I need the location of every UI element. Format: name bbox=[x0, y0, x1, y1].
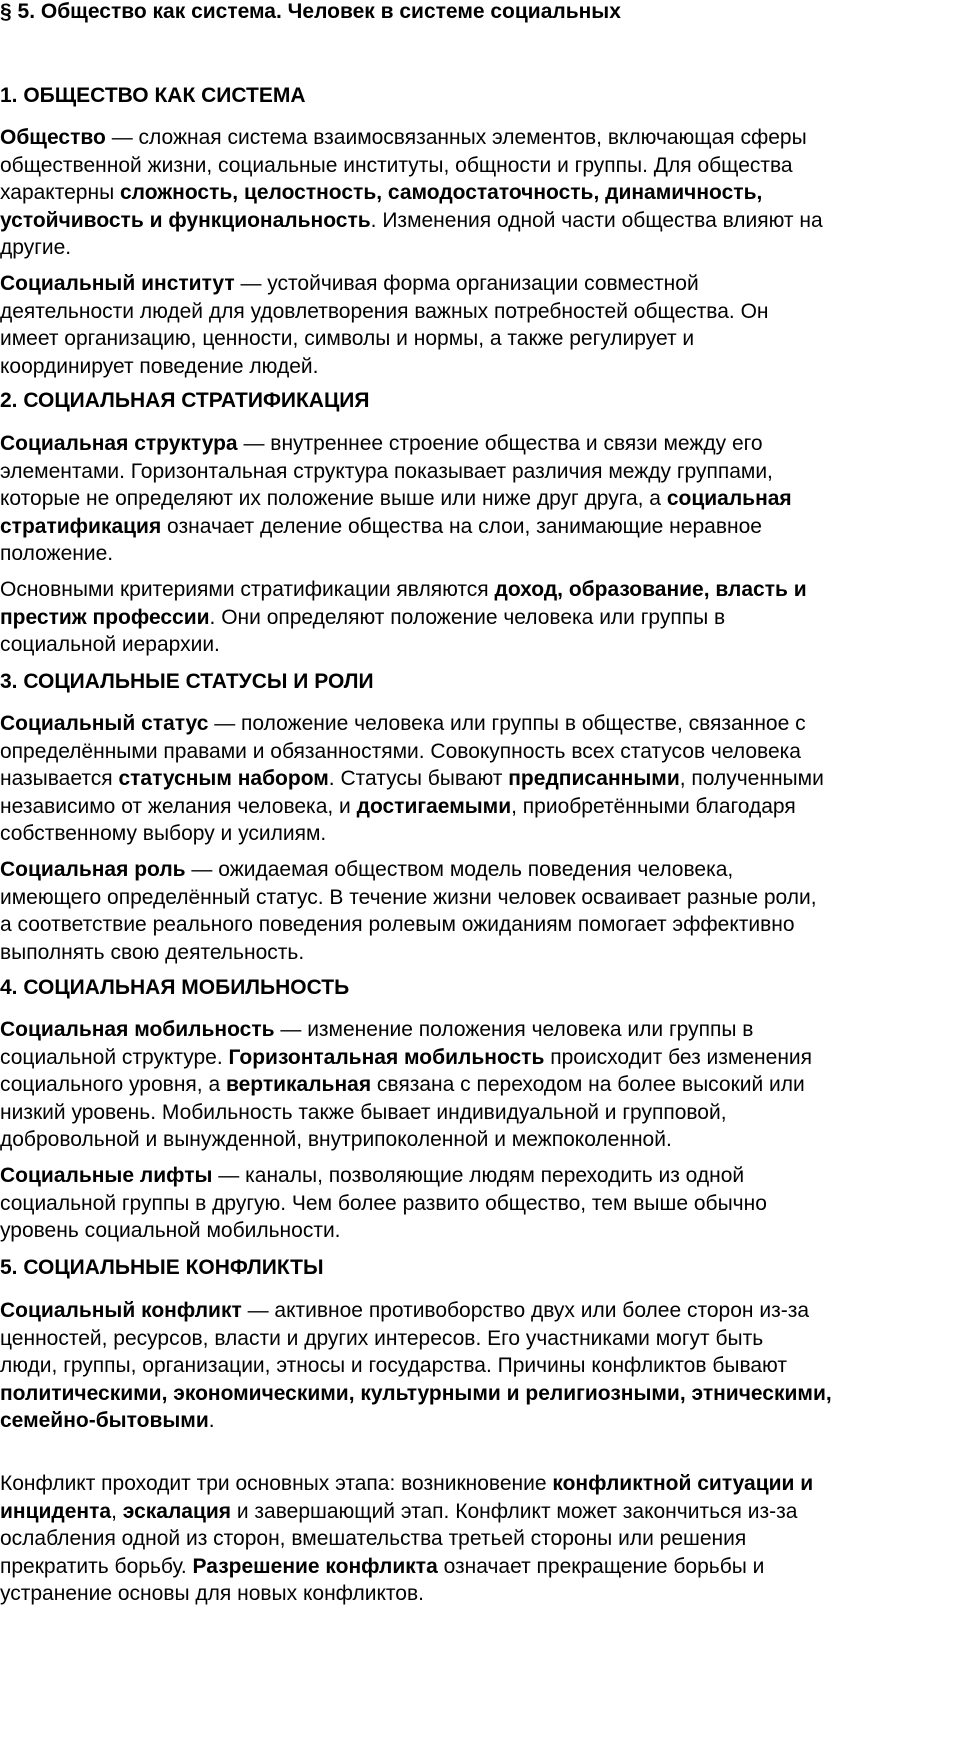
paragraph bbox=[0, 856, 963, 966]
bold-term: конфликтной ситуации и bbox=[552, 1472, 814, 1495]
text-run: — изменение положения человека или группы в bbox=[274, 1018, 754, 1041]
text-run: определёнными правами и обязанностями. Совокупность всех статусов человека bbox=[0, 739, 801, 763]
bold-term: Общество bbox=[0, 126, 106, 149]
text-run: , приобретёнными благодаря bbox=[511, 794, 796, 818]
text-run: — активное противоборство двух или более сторон из-за bbox=[241, 1299, 810, 1322]
paragraph-line bbox=[0, 765, 963, 793]
paragraph-line bbox=[0, 152, 963, 180]
text-run: имеет организацию, ценности, символы и нормы, а также регулирует и bbox=[0, 327, 695, 350]
text-run: имеющего определённый статус. В течение жизни человек осваивает разные роли, bbox=[0, 885, 817, 909]
text-run: которые не определяют их положение выше или ниже друг друга, а bbox=[0, 487, 667, 510]
paragraph-line bbox=[0, 124, 963, 152]
paragraph-line bbox=[0, 513, 963, 541]
text-run: независимо от желания человека, и bbox=[0, 794, 357, 818]
text-run: добровольной и вынужденной, внутрипоколенной и межпоколенной. bbox=[0, 1128, 672, 1151]
paragraph bbox=[0, 1162, 963, 1245]
bold-term: Социальный институт bbox=[0, 272, 235, 295]
text-run: ценностей, ресурсов, власти и других интересов. Его участниками могут быть bbox=[0, 1326, 764, 1350]
paragraph-line bbox=[0, 1525, 963, 1553]
text-run: Основными критериями стратификации являются bbox=[0, 578, 495, 601]
paragraph-line bbox=[0, 1217, 963, 1245]
bold-term: Разрешение конфликта bbox=[192, 1554, 438, 1578]
paragraph-line bbox=[0, 1470, 963, 1498]
paragraph-line bbox=[0, 576, 963, 604]
text-run: низкий уровень. Мобильность также бывает индивидуальной и групповой, bbox=[0, 1100, 727, 1124]
paragraph-line bbox=[0, 1352, 963, 1380]
text-run: а соответствие реального поведения ролевым ожиданиям помогает эффективно bbox=[0, 913, 795, 936]
text-run: . Статусы бывают bbox=[328, 767, 509, 790]
paragraph-line bbox=[0, 1325, 963, 1353]
bold-term: Социальный конфликт bbox=[0, 1299, 242, 1322]
bold-term: Социальная роль bbox=[0, 858, 186, 881]
text-run: деятельности людей для удовлетворения важных потребностей общества. Он bbox=[0, 299, 769, 323]
paragraph-line bbox=[0, 1380, 963, 1408]
bold-term: эскалация bbox=[122, 1499, 232, 1523]
bold-term: Социальная структура bbox=[0, 432, 238, 455]
section-heading: 2. СОЦИАЛЬНАЯ СТРАТИФИКАЦИЯ bbox=[0, 389, 370, 412]
paragraph bbox=[0, 270, 963, 380]
paragraph-line bbox=[0, 179, 963, 207]
text-run: общественной жизни, социальные институты, общности и группы. Для общества bbox=[0, 153, 793, 177]
paragraph-line bbox=[0, 710, 963, 738]
bold-term: вертикальная bbox=[225, 1073, 372, 1096]
text-run: — внутреннее строение общества и связи между его bbox=[237, 432, 763, 455]
text-run: социального уровня, а bbox=[0, 1073, 226, 1096]
section-heading: 3. СОЦИАЛЬНЫЕ СТАТУСЫ И РОЛИ bbox=[0, 670, 374, 693]
bold-term: устойчивость и функциональность bbox=[0, 208, 371, 232]
text-run: социальной группы в другую. Чем более развито общество, тем выше обычно bbox=[0, 1191, 767, 1215]
paragraph-line bbox=[0, 884, 963, 912]
paragraph bbox=[0, 1016, 963, 1154]
paragraph-line bbox=[0, 939, 963, 967]
text-run: происходит без изменения bbox=[544, 1045, 813, 1069]
paragraph-line bbox=[0, 1044, 963, 1072]
paragraph bbox=[0, 124, 963, 262]
paragraph-line bbox=[0, 1190, 963, 1218]
text-run: — каналы, позволяющие людям переходить из одной bbox=[212, 1164, 745, 1187]
text-run: социальной структуре. bbox=[0, 1045, 229, 1069]
text-run: означает деление общества на слои, занимающие неравное bbox=[161, 514, 762, 538]
text-run: , bbox=[111, 1499, 123, 1523]
text-run: характерны bbox=[0, 181, 120, 204]
bold-term: достигаемыми bbox=[356, 794, 512, 818]
text-run: положение. bbox=[0, 542, 114, 565]
bold-term: политическими, экономическими, культурными и религиозными, этническими, bbox=[0, 1381, 832, 1405]
paragraph-line bbox=[0, 631, 963, 659]
paragraph-line bbox=[0, 325, 963, 353]
paragraph-line bbox=[0, 540, 963, 568]
text-run: социальной иерархии. bbox=[0, 633, 220, 656]
bold-term: социальная bbox=[666, 487, 792, 510]
paragraph-line bbox=[0, 458, 963, 486]
text-run: уровень социальной мобильности. bbox=[0, 1219, 341, 1242]
bold-term: Социальный статус bbox=[0, 712, 209, 735]
text-run: ослабления одной из сторон, вмешательства третьей стороны или решения bbox=[0, 1527, 747, 1550]
paragraph-line bbox=[0, 1407, 963, 1435]
bold-term: престиж профессии bbox=[0, 605, 210, 629]
paragraph bbox=[0, 1470, 963, 1608]
text-run: координирует поведение людей. bbox=[0, 354, 319, 378]
paragraph bbox=[0, 576, 963, 659]
paragraph bbox=[0, 710, 963, 848]
paragraph-line bbox=[0, 1580, 963, 1608]
paragraph-line bbox=[0, 234, 963, 262]
paragraph bbox=[0, 430, 963, 568]
text-run: другие. bbox=[0, 236, 72, 259]
bold-term: стратификация bbox=[0, 514, 162, 538]
paragraph-line bbox=[0, 1498, 963, 1526]
text-run: называется bbox=[0, 767, 119, 790]
text-run: . bbox=[208, 1409, 215, 1432]
paragraph-line bbox=[0, 1162, 963, 1190]
paragraph-line bbox=[0, 856, 963, 884]
paragraph-line bbox=[0, 485, 963, 513]
text-run: — положение человека или группы в обществе, связанное с bbox=[208, 712, 806, 735]
bold-term: Социальная мобильность bbox=[0, 1018, 275, 1041]
paragraph-line bbox=[0, 1297, 963, 1325]
bold-term: сложность, целостность, самодостаточность, динамичность, bbox=[120, 181, 763, 204]
bold-term: доход, образование, власть и bbox=[494, 578, 807, 601]
paragraph-line bbox=[0, 1553, 963, 1581]
text-run: . Они определяют положение человека или группы в bbox=[209, 605, 726, 629]
bold-term: семейно-бытовыми bbox=[0, 1409, 209, 1432]
paragraph-line bbox=[0, 911, 963, 939]
text-run: выполнять свою деятельность. bbox=[0, 940, 305, 964]
text-run: прекратить борьбу. bbox=[0, 1554, 193, 1578]
paragraph-line bbox=[0, 793, 963, 821]
text-run: собственному выбору и усилиям. bbox=[0, 822, 327, 845]
paragraph-line bbox=[0, 430, 963, 458]
paragraph-line bbox=[0, 820, 963, 848]
paragraph bbox=[0, 1297, 963, 1435]
page-title: § 5. Общество как система. Человек в системе социальных bbox=[0, 0, 621, 23]
text-run: связана с переходом на более высокий или bbox=[371, 1073, 805, 1096]
paragraph-line bbox=[0, 1071, 963, 1099]
bold-term: Социальные лифты bbox=[0, 1164, 213, 1187]
text-run: устранение основы для новых конфликтов. bbox=[0, 1582, 424, 1605]
paragraph-line bbox=[0, 207, 963, 235]
text-run: означает прекращение борьбы и bbox=[437, 1554, 765, 1578]
paragraph-line bbox=[0, 298, 963, 326]
paragraph-line bbox=[0, 270, 963, 298]
paragraph-line bbox=[0, 604, 963, 632]
bold-term: предписанными bbox=[508, 767, 680, 790]
text-run: люди, группы, организации, этносы и государства. Причины конфликтов бывают bbox=[0, 1354, 787, 1377]
paragraph-line bbox=[0, 1016, 963, 1044]
text-run: элементами. Горизонтальная структура показывает различия между группами, bbox=[0, 459, 773, 483]
section-heading: 5. СОЦИАЛЬНЫЕ КОНФЛИКТЫ bbox=[0, 1256, 324, 1279]
paragraph-line bbox=[0, 1126, 963, 1154]
text-run: . Изменения одной части общества влияют на bbox=[370, 208, 823, 232]
section-heading: 4. СОЦИАЛЬНАЯ МОБИЛЬНОСТЬ bbox=[0, 976, 350, 999]
text-run: и завершающий этап. Конфликт может закончиться из-за bbox=[231, 1499, 798, 1523]
text-run: — ожидаемая обществом модель поведения человека, bbox=[185, 858, 734, 881]
text-run: — устойчивая форма организации совместной bbox=[234, 272, 699, 295]
paragraph-line bbox=[0, 1099, 963, 1127]
section-heading: 1. ОБЩЕСТВО КАК СИСТЕМА bbox=[0, 84, 306, 107]
paragraph-line bbox=[0, 738, 963, 766]
bold-term: статусным набором bbox=[118, 767, 329, 790]
bold-term: Горизонтальная мобильность bbox=[228, 1045, 545, 1069]
text-run: — сложная система взаимосвязанных элементов, включающая сферы bbox=[105, 126, 807, 149]
bold-term: инцидента bbox=[0, 1499, 112, 1523]
text-run: , полученными bbox=[679, 767, 824, 790]
text-run: Конфликт проходит три основных этапа: возникновение bbox=[0, 1472, 553, 1495]
paragraph-line bbox=[0, 353, 963, 381]
